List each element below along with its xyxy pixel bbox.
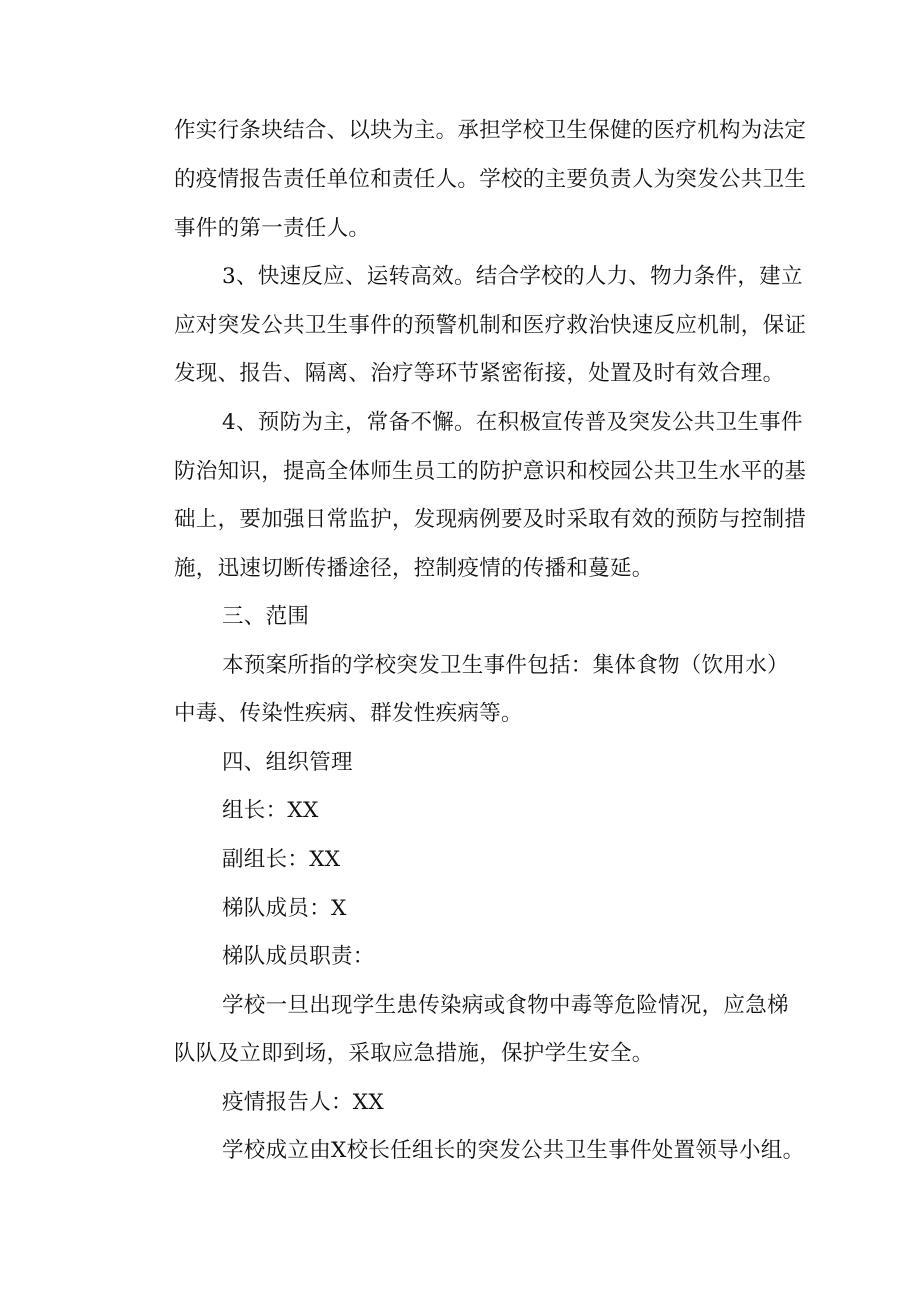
paragraph-3-line-1: 4、预防为主，常备不懈。在积极宣传普及突发公共卫生事件	[222, 410, 803, 435]
paragraph-1-line-2: 的疫情报告责任单位和责任人。学校的主要负责人为突发公共卫生	[174, 167, 807, 192]
paragraph-1-line-3: 事件的第一责任人。	[174, 216, 371, 241]
section-heading-organization: 四、组织管理	[222, 750, 353, 775]
epidemic-reporter: 疫情报告人：XX	[222, 1090, 385, 1115]
paragraph-2-line-1: 3、快速反应、运转高效。结合学校的人力、物力条件，建立	[222, 264, 803, 289]
team-duties-heading: 梯队成员职责：	[222, 944, 375, 969]
team-members: 梯队成员：X	[222, 896, 347, 921]
paragraph-3-line-4: 施，迅速切断传播途径，控制疫情的传播和蔓延。	[174, 556, 654, 581]
paragraph-2-line-3: 发现、报告、隔离、治疗等环节紧密衔接，处置及时有效合理。	[174, 361, 785, 386]
section-heading-scope: 三、范围	[222, 604, 310, 629]
team-duties-line-1: 学校一旦出现学生患传染病或食物中毒等危险情况，应急梯	[222, 993, 789, 1018]
paragraph-1-line-1: 作实行条块结合、以块为主。承担学校卫生保健的医疗机构为法定	[174, 118, 807, 143]
paragraph-3-line-3: 础上，要加强日常监护，发现病例要及时采取有效的预防与控制措	[174, 507, 807, 532]
leadership-group-statement: 学校成立由X校长任组长的突发公共卫生事件处置领导小组。	[222, 1138, 805, 1163]
paragraph-scope-line-2: 中毒、传染性疾病、群发性疾病等。	[174, 701, 523, 726]
paragraph-2-line-2: 应对突发公共卫生事件的预警机制和医疗救治快速反应机制，保证	[174, 313, 807, 338]
team-leader: 组长：XX	[222, 798, 319, 823]
deputy-team-leader: 副组长：XX	[222, 847, 341, 872]
paragraph-scope-line-1: 本预案所指的学校突发卫生事件包括：集体食物（饮用水）	[222, 653, 789, 678]
paragraph-3-line-2: 防治知识，提高全体师生员工的防护意识和校园公共卫生水平的基	[174, 459, 807, 484]
team-duties-line-2: 队队及立即到场，采取应急措施，保护学生安全。	[174, 1041, 654, 1066]
